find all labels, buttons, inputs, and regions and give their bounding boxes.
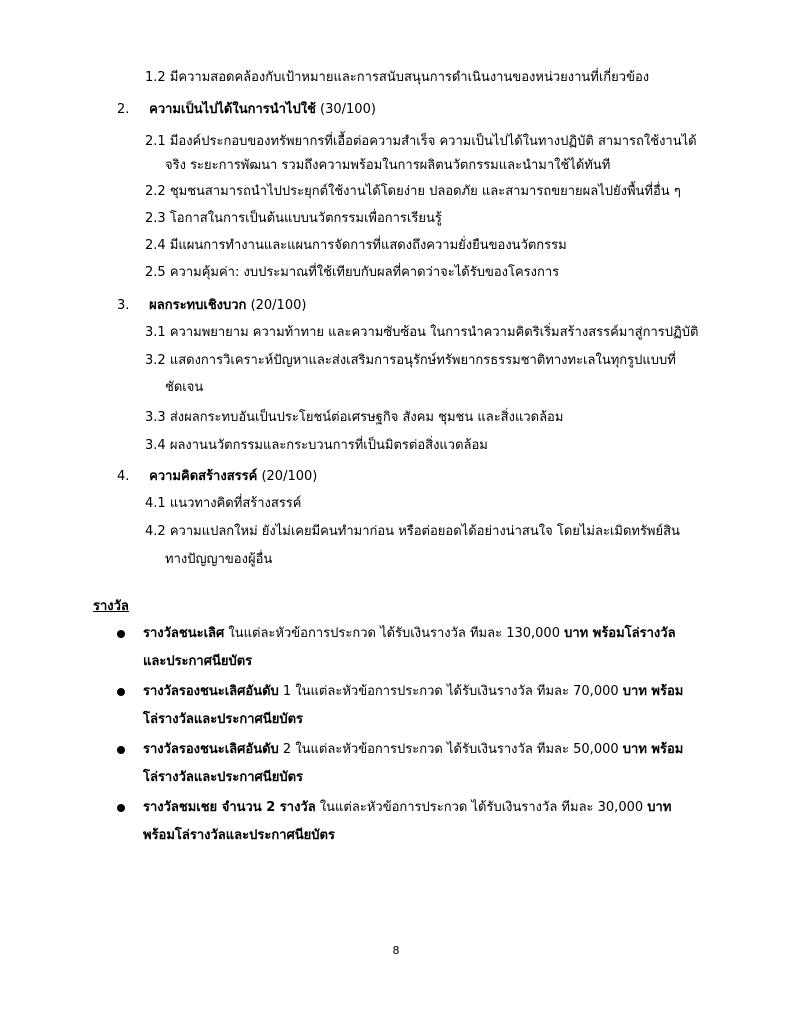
section-number: 4.: [117, 469, 130, 484]
criterion-3-2-continued: [165, 378, 203, 398]
criterion-4-2-continued: [165, 550, 272, 570]
criterion-2-5: [145, 263, 559, 283]
award-title: รางวัลชนะเลิศ: [143, 626, 225, 641]
section-score: (20/100): [250, 298, 307, 313]
award-4: [143, 798, 671, 818]
criterion-number: 1.2: [145, 70, 166, 85]
criterion-text: ความพยายาม ความท้าทาย และความซับซ้อน ในการนำความคิดริเริ่มสร้างสรรค์มาสู่การปฏิบัติ: [169, 325, 699, 340]
bullet-icon: [117, 746, 125, 754]
criterion-text: มีองค์ประกอบของทรัพยากรที่เอื้อต่อความสำเร็จ ความเป็นไปได้ในทางปฏิบัติ สามารถใช้งานได้: [169, 134, 697, 149]
award-title: รางวัลรองชนะเลิศอันดับ: [143, 742, 279, 757]
bullet-icon: [117, 688, 125, 696]
criterion-text-cont: ทางปัญญาของผู้อื่น: [165, 552, 273, 567]
criterion-text-cont: จริง ระยะการพัฒนา รวมถึงความพร้อมในการผลิตนวัตกรรมและนำมาใช้ได้ทันที: [165, 158, 611, 173]
section-number: 2.: [117, 102, 130, 117]
criterion-number: 3.2: [145, 353, 166, 368]
award-text: ในแต่ละหัวข้อการประกวด ได้รับเงินรางวัล ทีมละ 30,000: [315, 800, 648, 815]
criterion-2-1-continued: [165, 156, 610, 176]
award-1-continued: และประกาศนียบัตร: [143, 654, 253, 669]
criterion-text: ความคุ้มค่า: งบประมาณที่ใช้เทียบกับผลที่คาดว่าจะได้รับของโครงการ: [169, 265, 560, 280]
criterion-number: 2.2: [145, 184, 166, 199]
section-score: (20/100): [261, 469, 318, 484]
award-text-bold: บาท พร้อม: [622, 742, 684, 757]
criterion-2-1: [145, 132, 697, 152]
criterion-2-3: [145, 209, 442, 229]
criterion-number: 2.4: [145, 238, 166, 253]
criterion-number: 4.2: [145, 524, 166, 539]
bullet-icon: [117, 630, 125, 638]
award-text: ในแต่ละหัวข้อการประกวด ได้รับเงินรางวัล ทีมละ 130,000: [224, 626, 565, 641]
criterion-4-2: [145, 522, 680, 542]
section-title: ความเป็นไปได้ในการนำไปใช้: [149, 102, 316, 117]
criterion-number: 2.5: [145, 265, 166, 280]
award-text-bold: บาท: [647, 800, 672, 815]
section-3-heading: [117, 296, 306, 316]
criterion-3-3: [145, 408, 563, 428]
award-text: 2 ในแต่ละหัวข้อการประกวด ได้รับเงินรางวัล ทีมละ 50,000: [278, 742, 623, 757]
page-number: 8: [392, 944, 400, 957]
section-title: ความคิดสร้างสรรค์: [149, 469, 258, 484]
criterion-text: มีความสอดคล้องกับเป้าหมายและการสนับสนุนการดำเนินงานของหน่วยงานที่เกี่ยวข้อง: [169, 70, 650, 85]
award-text-bold: บาท พร้อมโล่รางวัล: [564, 626, 676, 641]
criterion-number: 2.1: [145, 134, 166, 149]
award-2: [143, 682, 683, 702]
criterion-text: ส่งผลกระทบอันเป็นประโยชน์ต่อเศรษฐกิจ สังคม ชุมชน และสิ่งแวดล้อม: [169, 410, 564, 425]
award-title: รางวัลชมเชย จำนวน 2 รางวัล: [143, 800, 316, 815]
criterion-number: 2.3: [145, 211, 166, 226]
award-2-continued: โล่รางวัลและประกาศนียบัตร: [143, 712, 303, 727]
section-4-heading: [117, 467, 317, 487]
criterion-3-1: [145, 323, 698, 343]
criterion-2-4: [145, 236, 567, 256]
section-2-heading: [117, 100, 376, 120]
awards-heading: รางวัล: [93, 599, 129, 614]
criterion-text: ชุมชนสามารถนำไปประยุกต์ใช้งานได้โดยง่าย ปลอดภัย และสามารถขยายผลไปยังพื้นที่อื่น ๆ: [169, 184, 681, 199]
criterion-number: 4.1: [145, 496, 166, 511]
criterion-text: ความแปลกใหม่ ยังไม่เคยมีคนทำมาก่อน หรือต่อยอดได้อย่างน่าสนใจ โดยไม่ละเมิดทรัพย์สิน: [169, 524, 680, 539]
criterion-1-2: [145, 68, 649, 88]
criterion-text: มีแผนการทำงานและแผนการจัดการที่แสดงถึงความยั่งยืนของนวัตกรรม: [169, 238, 567, 253]
criterion-text: โอกาสในการเป็นต้นแบบนวัตกรรมเพื่อการเรียนรู้: [169, 211, 442, 226]
criterion-3-2: [145, 351, 676, 371]
criterion-number: 3.3: [145, 410, 166, 425]
award-3-continued: โล่รางวัลและประกาศนียบัตร: [143, 770, 303, 785]
criterion-3-4: [145, 436, 488, 456]
award-title: รางวัลรองชนะเลิศอันดับ: [143, 684, 279, 699]
criterion-text: ผลงานนวัตกรรมและกระบวนการที่เป็นมิตรต่อสิ่งแวดล้อม: [169, 438, 488, 453]
award-text: 1 ในแต่ละหัวข้อการประกวด ได้รับเงินรางวัล ทีมละ 70,000: [278, 684, 623, 699]
award-4-continued: พร้อมโล่รางวัลและประกาศนียบัตร: [143, 828, 335, 843]
award-text-bold: บาท พร้อม: [622, 684, 684, 699]
section-title: ผลกระทบเชิงบวก: [149, 298, 247, 313]
criterion-4-1: [145, 494, 301, 514]
criterion-number: 3.4: [145, 438, 166, 453]
criterion-number: 3.1: [145, 325, 166, 340]
award-3: [143, 740, 683, 760]
criterion-text: แสดงการวิเคราะห์ปัญหาและส่งเสริมการอนุรักษ์ทรัพยากรธรรมชาติทางทะเลในทุกรูปแบบที่: [169, 353, 676, 368]
criterion-text: แนวทางคิดที่สร้างสรรค์: [169, 496, 302, 511]
criterion-2-2: [145, 182, 681, 202]
criterion-text-cont: ชัดเจน: [165, 380, 204, 395]
section-score: (30/100): [320, 102, 376, 117]
award-1: [143, 624, 676, 644]
bullet-icon: [117, 804, 125, 812]
section-number: 3.: [117, 298, 130, 313]
